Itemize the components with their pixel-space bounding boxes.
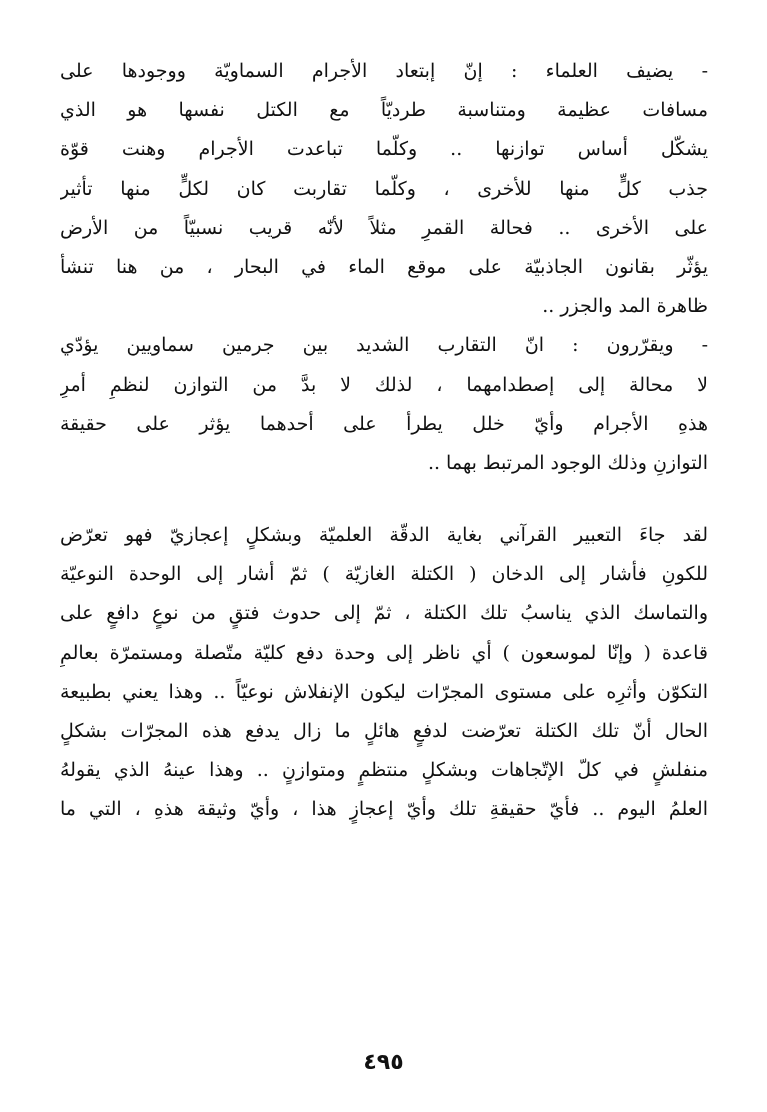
page-number: ٤٩٥	[363, 1050, 404, 1075]
paragraph-scientists-collision	[60, 326, 708, 483]
text-line: ظاهرة المد والجزر ..	[542, 295, 708, 318]
text-line: التكوّن وأثرِه على مستوى المجرّات ليكون الإنفلاش نوعيّاً .. وهذا يعني بطبيعة	[60, 680, 708, 703]
text-line: هذهِ الأجرام وأيّ خلل يطرأ على أحدهما يؤثر على حقيقة	[60, 412, 708, 435]
text-line: لقد جاءَ التعبير القرآني بغاية الدقّة العلميّة وبشكلٍ إعجازيّ فهو تعرّض	[60, 524, 708, 547]
paragraph-scientists-distance	[60, 52, 708, 326]
text-line: على الأخرى .. فحالة القمرِ مثلاً لأنّه قريب نسبيّاً من الأرض	[60, 216, 708, 239]
text-line: مسافات عظيمة ومتناسبة طرديّاً مع الكتل نفسها هو الذي	[60, 99, 708, 122]
text-line: قاعدة ( وإنّا لموسعون ) أي ناظر إلى وحدة دفع كليّة متّصلة ومستمرّة بعالمِ	[60, 641, 708, 664]
text-line: منفلشٍ في كلّ الإتّجاهات وبشكلٍ منتظمٍ ومتوازنٍ .. وهذا عينهُ الذي يقولهُ	[60, 759, 708, 782]
text-line: - يضيف العلماء : إنّ إبتعاد الأجرام السماويّة ووجودها على	[60, 60, 708, 82]
text-line: يشكّل أساس توازنها .. وكلّما تباعدت الأجرام وهنت قوّة	[60, 138, 708, 161]
paragraph-quranic-expression	[60, 516, 708, 830]
page-body	[60, 52, 708, 830]
text-line: للكونِ فأشار إلى الدخان ( الكتلة الغازيّة ) ثمّ أشار إلى الوحدة النوعيّة	[60, 563, 708, 586]
text-line: والتماسك الذي يناسبُ تلك الكتلة ، ثمّ إلى حدوث فتقٍ من نوعٍ دافعٍ على	[60, 602, 708, 625]
text-line: التوازنِ وذلك الوجود المرتبط بهما ..	[427, 451, 708, 474]
text-line: العلمُ اليوم .. فأيّ حقيقةِ تلك وأيّ إعجازٍ هذا ، وأيّ وثيقة هذهِ ، التي ما	[60, 798, 708, 821]
text-line: جذب كلٍّ منها للأخرى ، وكلّما تقاربت كان لكلٍّ منها تأثير	[60, 177, 708, 200]
text-line: الحال أنّ تلك الكتلة تعرّضت لدفعٍ هائلٍ ما زال يدفع هذه المجرّات بشكلٍ	[60, 720, 708, 742]
text-line: - ويقرّرون : انّ التقارب الشديد بين جرمين سماويين يؤدّي	[60, 334, 708, 357]
text-line: لا محالة إلى إصطدامهما ، لذلك لا بدَّ من التوازن لنظمِ أمرِ	[60, 373, 708, 396]
text-line: يؤثّر بقانون الجاذبيّة على موقع الماء في البحار ، من هنا تنشأ	[60, 255, 708, 278]
